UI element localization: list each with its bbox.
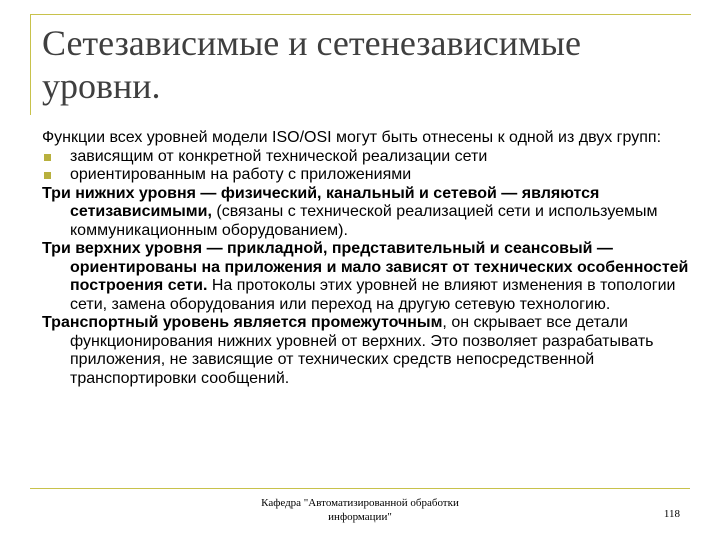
footer-department: Кафедра "Автоматизированной обработки информации" [261,497,459,523]
slide-body [42,129,690,388]
slide-title: Сетезависимые и сетенезависимые уровни. [42,23,581,106]
transport-layer-bold: Транспортный уровень является промежуточным [42,314,443,331]
bullet-text-2: ориентированным на работу с приложениями [70,166,412,183]
upper-layers-paragraph [42,240,690,314]
intro-paragraph: Функции всех уровней модели ISO/OSI могут быть отнесены к одной из двух групп: [42,129,662,146]
lower-layers-bold: Три нижних уровня — физический, канальный и сетевой — являются сетизависимыми, [42,184,600,220]
page-number: 118 [663,508,680,520]
square-bullet-icon [44,172,51,179]
bullet-text-1: зависящим от конкретной технической реализации сети [70,147,488,165]
upper-layers-text: На протоколы этих уровней не влияют изменения в топологии сети, замена оборудования или переход на другую сетевую технологию. [70,277,676,313]
transport-layer-paragraph [42,314,690,388]
upper-layers-bold: Три верхних уровня — прикладной, представительный и сеансовый — ориентированы на приложения и мало зависят от технических особенностей построения сети. [42,240,689,294]
bullet-item-2 [42,166,690,185]
lower-layers-paragraph [42,185,690,241]
square-bullet-icon [44,154,51,161]
footer-divider [30,488,690,489]
lower-layers-text: (связаны с технической реализацией сети и используемым коммуникационным оборудованием). [70,203,658,239]
transport-layer-text: , он скрывает все детали функционирования нижних уровней от верхних. Это позволяет разрабатывать приложения, не зависящие от технических средств непосредственной транспортировки сообщений. [70,314,654,387]
bullet-item-1 [42,148,690,167]
